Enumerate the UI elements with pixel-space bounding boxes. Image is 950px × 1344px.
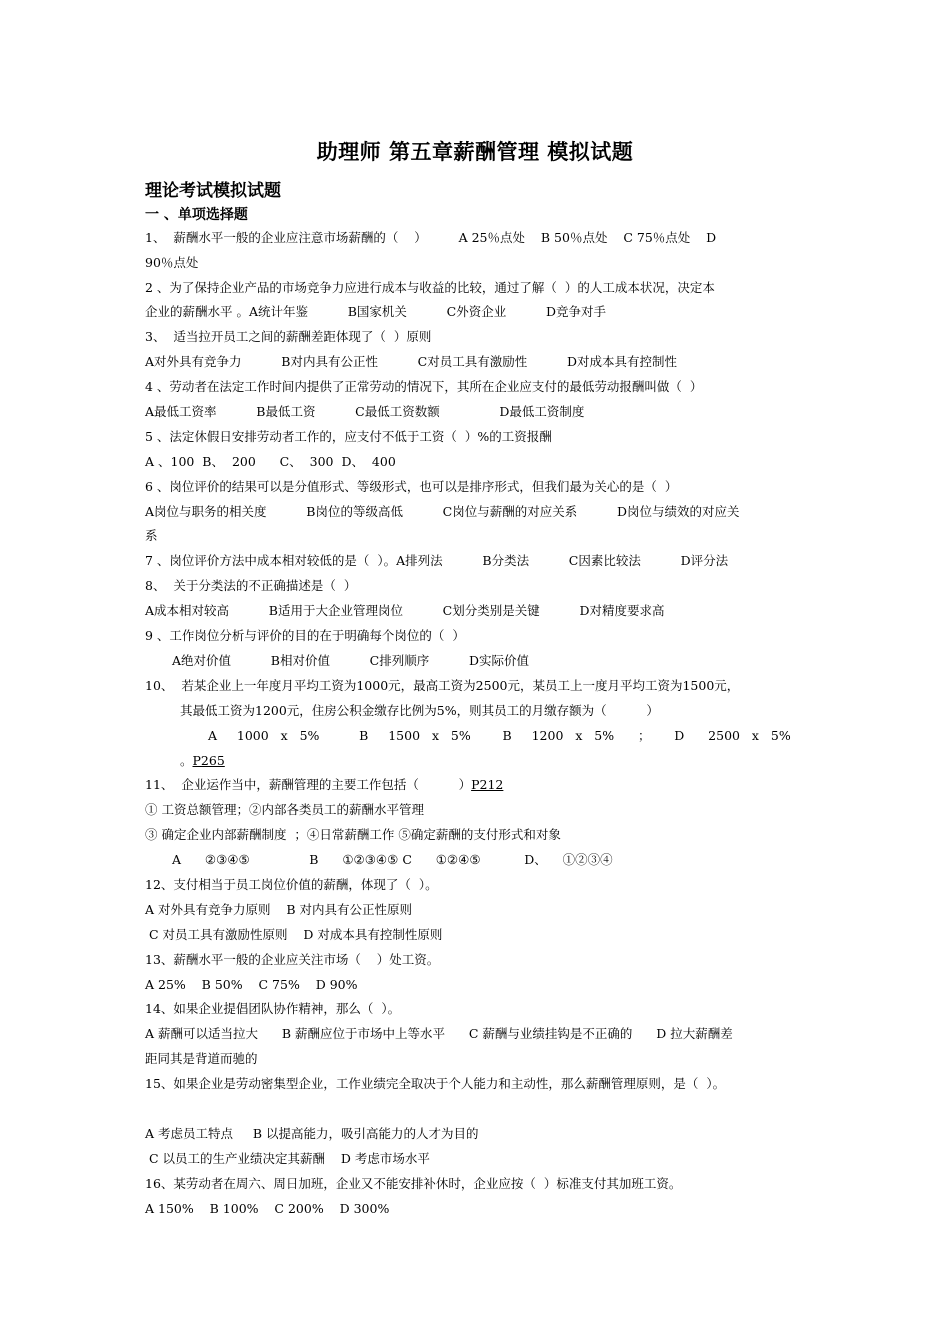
question-14-line: 14、如果企业提倡团队协作精神，那么（ ）。 — [145, 1001, 401, 1016]
question-15-line: 15、如果企业是劳动密集型企业，工作业绩完全取决于个人能力和主动性，那么薪酬管理原则，是（ ）。 — [145, 1076, 726, 1091]
question-3-line: 3、 适当拉开员工之间的薪酬差距体现了（ ）原则 — [145, 329, 432, 344]
question-6-cont: 系 — [145, 528, 158, 543]
question-11-item-1: ① 工资总额管理；②内部各类员工的薪酬水平管理 — [145, 802, 424, 817]
question-6-options: A岗位与职务的相关度 B岗位的等级高低 C岗位与薪酬的对应关系 D岗位与绩效的对应关 — [145, 504, 740, 519]
question-5-line: 5 、法定休假日安排劳动者工作的，应支付不低于工资（ ）%的工资报酬 — [145, 429, 552, 444]
question-9-options: A绝对价值 B相对价值 C排列顺序 D实际价值 — [172, 653, 530, 668]
question-12-options-1: A 对外具有竞争力原则 B 对内具有公正性原则 — [145, 902, 413, 917]
question-9-line: 9 、工作岗位分析与评价的目的在于明确每个岗位的（ ） — [145, 628, 465, 643]
question-13-line: 13、薪酬水平一般的企业应关注市场（ ）处工资。 — [145, 952, 440, 967]
question-7-line: 7 、岗位评价方法中成本相对较低的是（ ）。A排列法 B分类法 C因素比较法 D评分法 — [145, 553, 729, 568]
question-1-line: 1、 薪酬水平一般的企业应注意市场薪酬的（ ） A 25％点处 B 50％点处 C 75％点处 D — [145, 230, 717, 245]
question-11-text: 11、 企业运作当中，薪酬管理的主要工作包括（ ） — [145, 777, 472, 792]
section-heading: 理论考试模拟试题 — [145, 181, 281, 201]
question-12-line: 12、支付相当于员工岗位价值的薪酬，体现了（ ）。 — [145, 877, 438, 892]
question-1-cont: 90％点处 — [145, 255, 199, 270]
question-4-options: A最低工资率 B最低工资 C最低工资数额 D最低工资制度 — [145, 404, 585, 419]
period-mark: 。 — [180, 753, 193, 768]
question-10-line: 10、 若某企业上一年度月平均工资为1000元，最高工资为2500元，某员工上一度月平均工资为1500元， — [145, 678, 740, 693]
question-11-item-2: ③ 确定企业内部薪酬制度 ；④日常薪酬工作 ⑤确定薪酬的支付形式和对象 — [145, 827, 561, 842]
question-2-options: 企业的薪酬水平 。A统计年鉴 B国家机关 C外资企业 D竞争对手 — [145, 304, 606, 319]
question-5-options: A 、100 B、 200 C、 300 D、 400 — [145, 454, 396, 469]
question-14-options: A 薪酬可以适当拉大 B 薪酬应位于市场中上等水平 C 薪酬与业绩挂钩是不正确的 D 拉大薪酬差 — [145, 1026, 733, 1041]
question-10-options: A 1000 x 5% B 1500 x 5% B 1200 x 5% ； D 2500 x 5% — [208, 728, 791, 743]
question-3-options: A对外具有竞争力 B对内具有公正性 C对员工具有激励性 D对成本具有控制性 — [145, 354, 678, 369]
question-8-line: 8、 关于分类法的不正确描述是（ ） — [145, 578, 357, 593]
document-title: 助理师 第五章薪酬管理 模拟试题 — [316, 140, 634, 164]
question-12-options-2: C 对员工具有激励性原则 D 对成本具有控制性原则 — [145, 927, 443, 942]
question-13-options: A 25% B 50% C 75% D 90% — [145, 977, 358, 992]
question-6-line: 6 、岗位评价的结果可以是分值形式、等级形式，也可以是排序形式，但我们最为关心的是（ ） — [145, 479, 678, 494]
question-16-options: A 150% B 100% C 200% D 300% — [145, 1201, 390, 1216]
question-10-cont: 其最低工资为1200元，住房公积金缴存比例为5%，则其员工的月缴存额为（ ） — [180, 703, 659, 718]
page-reference: P212 — [471, 777, 504, 792]
question-4-line: 4 、劳动者在法定工作时间内提供了正常劳动的情况下，其所在企业应支付的最低劳动报酬叫做（ ） — [145, 379, 703, 394]
question-14-cont: 距同其是背道而驰的 — [145, 1051, 258, 1066]
page-reference: P265 — [192, 753, 225, 768]
question-11-line — [145, 776, 503, 794]
question-2-line: 2 、为了保持企业产品的市场竞争力应进行成本与收益的比较，通过了解（ ）的人工成本状况，决定本 — [145, 280, 715, 295]
question-11-options: A ②③④⑤ B ①②③④⑤ C ①②④⑤ D、 ①②③④ — [172, 852, 613, 867]
question-16-line: 16、某劳动者在周六、周日加班，企业又不能安排补休时，企业应按（ ）标准支付其加班工资。 — [145, 1176, 682, 1191]
question-15-options-1: A 考虑员工特点 B 以提高能力，吸引高能力的人才为目的 — [145, 1126, 479, 1141]
question-10-end — [180, 752, 225, 770]
subsection-heading: 一 、单项选择题 — [145, 207, 248, 223]
question-8-options: A成本相对较高 B适用于大企业管理岗位 C划分类别是关键 D对精度要求高 — [145, 603, 665, 618]
question-15-options-2: C 以员工的生产业绩决定其薪酬 D 考虑市场水平 — [145, 1151, 430, 1166]
